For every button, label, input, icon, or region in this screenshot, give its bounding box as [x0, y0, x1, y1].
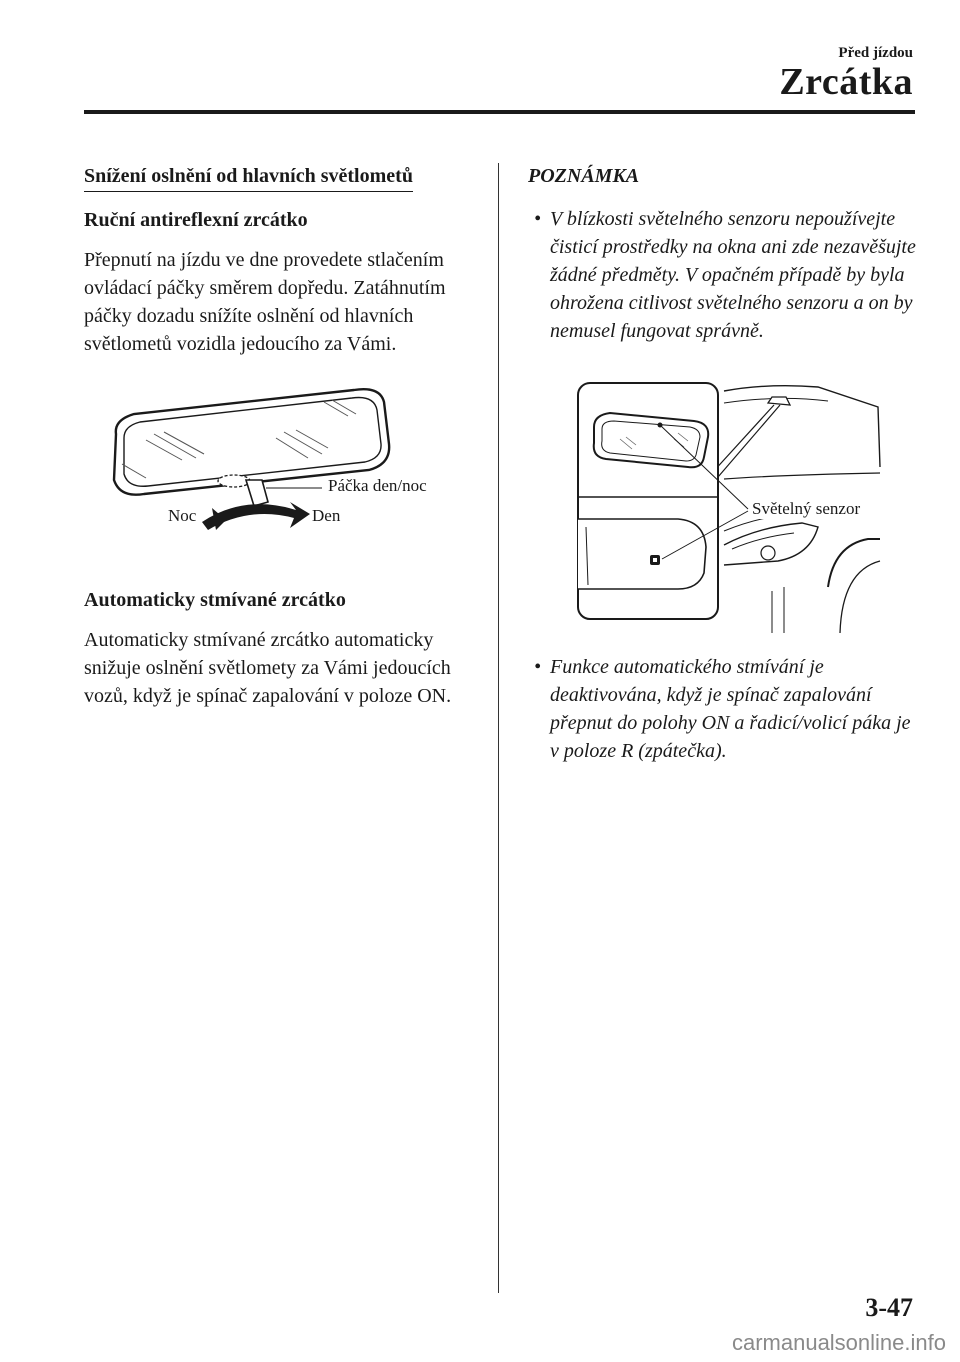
page-title: Zrcátka [779, 61, 913, 103]
label-light-sensor: Světelný senzor [752, 499, 861, 518]
label-night: Noc [168, 506, 197, 525]
paragraph-auto-mirror: Automaticky stmívané zrcátko automaticky snižuje oslnění světlomety za Vámi jedoucích vozů, když je spínač zapalování v poloze ON. [84, 629, 452, 707]
mirror-illustration [84, 382, 479, 552]
bullet-icon: • [534, 208, 542, 230]
note-text-deactivation: Funkce automatického stmívání je deaktivována, když je spínač zapalování přepnut do polohy ON a řadicí/volicí páka je v poloze R (zpátečka). [550, 656, 911, 762]
figure-manual-mirror [84, 382, 479, 552]
header-section-label: Před jízdou [838, 45, 913, 61]
left-column [84, 163, 479, 710]
note-bullet-sensor [528, 205, 918, 345]
note-bullet-deactivation [528, 653, 918, 765]
watermark: carmanualsonline.info [731, 1330, 946, 1355]
label-day: Den [312, 506, 341, 525]
subheading-manual-mirror: Ruční antireflexní zrcátko [84, 209, 308, 231]
page-number: 3-47 [865, 1293, 913, 1322]
right-column [528, 163, 918, 765]
section-heading-glare: Snížení oslnění od hlavních světlometů [84, 163, 413, 192]
note-heading: POZNÁMKA [528, 165, 640, 187]
bullet-icon: • [534, 656, 542, 678]
subheading-auto-mirror: Automaticky stmívané zrcátko [84, 589, 346, 611]
figure-light-sensor [528, 377, 888, 633]
paragraph-manual-mirror: Přepnutí na jízdu ve dne provedete stlačením ovládací páčky směrem dopředu. Zatáhnutím páčky dozadu snížíte oslnění od hlavních světlometů vozidla jedoucího za Vámi. [84, 249, 446, 355]
note-text-sensor: V blízkosti světelného senzoru nepoužívejte čisticí prostředky na okna ani zde nezavěšujte žádné předměty. V opačném případě by byla ohrožena citlivost světelného senzoru a on by nemusel fungovat správně. [550, 208, 916, 342]
label-lever: Páčka den/noc [328, 476, 427, 495]
column-divider [498, 163, 499, 1293]
header-rule [84, 110, 915, 114]
